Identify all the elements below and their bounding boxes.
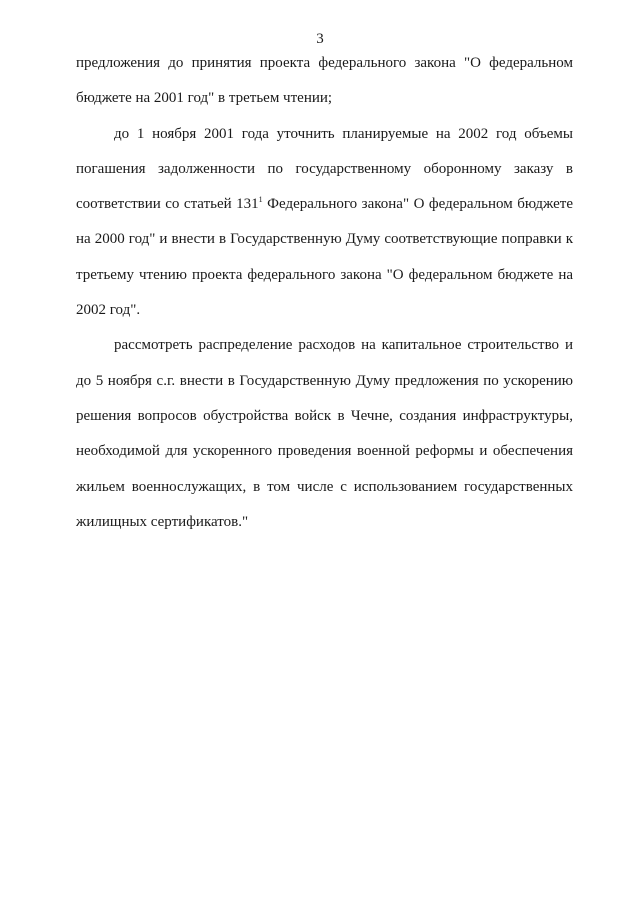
text-line-9: рассмотреть распределение расходов на капитальное строительство и (114, 337, 573, 353)
text-line-5-start: соответствии со статьей 131 (76, 196, 259, 212)
text-line-11: решения вопросов обустройства войск в Чечне, создания инфраструктуры, (76, 408, 573, 424)
page-number: 3 (316, 31, 324, 47)
text-line-1: предложения до принятия проекта федерального закона "О федеральном (76, 55, 573, 71)
text-line-5-end: Федерального закона" О федеральном бюджете (262, 196, 573, 212)
text-line-14: жилищных сертификатов." (76, 514, 249, 530)
footnote-marker: 1 (258, 195, 263, 204)
text-line-12: необходимой для ускоренного проведения военной реформы и обеспечения (76, 443, 573, 459)
text-line-6: на 2000 год" и внести в Государственную Думу соответствующие поправки к (76, 231, 573, 247)
text-line-8: 2002 год". (76, 302, 141, 318)
text-line-3: до 1 ноября 2001 года уточнить планируемые на 2002 год объемы (114, 126, 573, 142)
text-line-2: бюджете на 2001 год" в третьем чтении; (76, 90, 333, 106)
text-line-5 (76, 195, 573, 213)
text-line-4: погашения задолженности по государственному оборонному заказу в (76, 161, 573, 177)
text-line-7: третьему чтению проекта федерального закона "О федеральном бюджете на (76, 267, 573, 283)
text-line-10: до 5 ноября с.г. внести в Государственную Думу предложения по ускорению (76, 373, 573, 389)
text-line-13: жильем военнослужащих, в том числе с использованием государственных (76, 479, 573, 495)
